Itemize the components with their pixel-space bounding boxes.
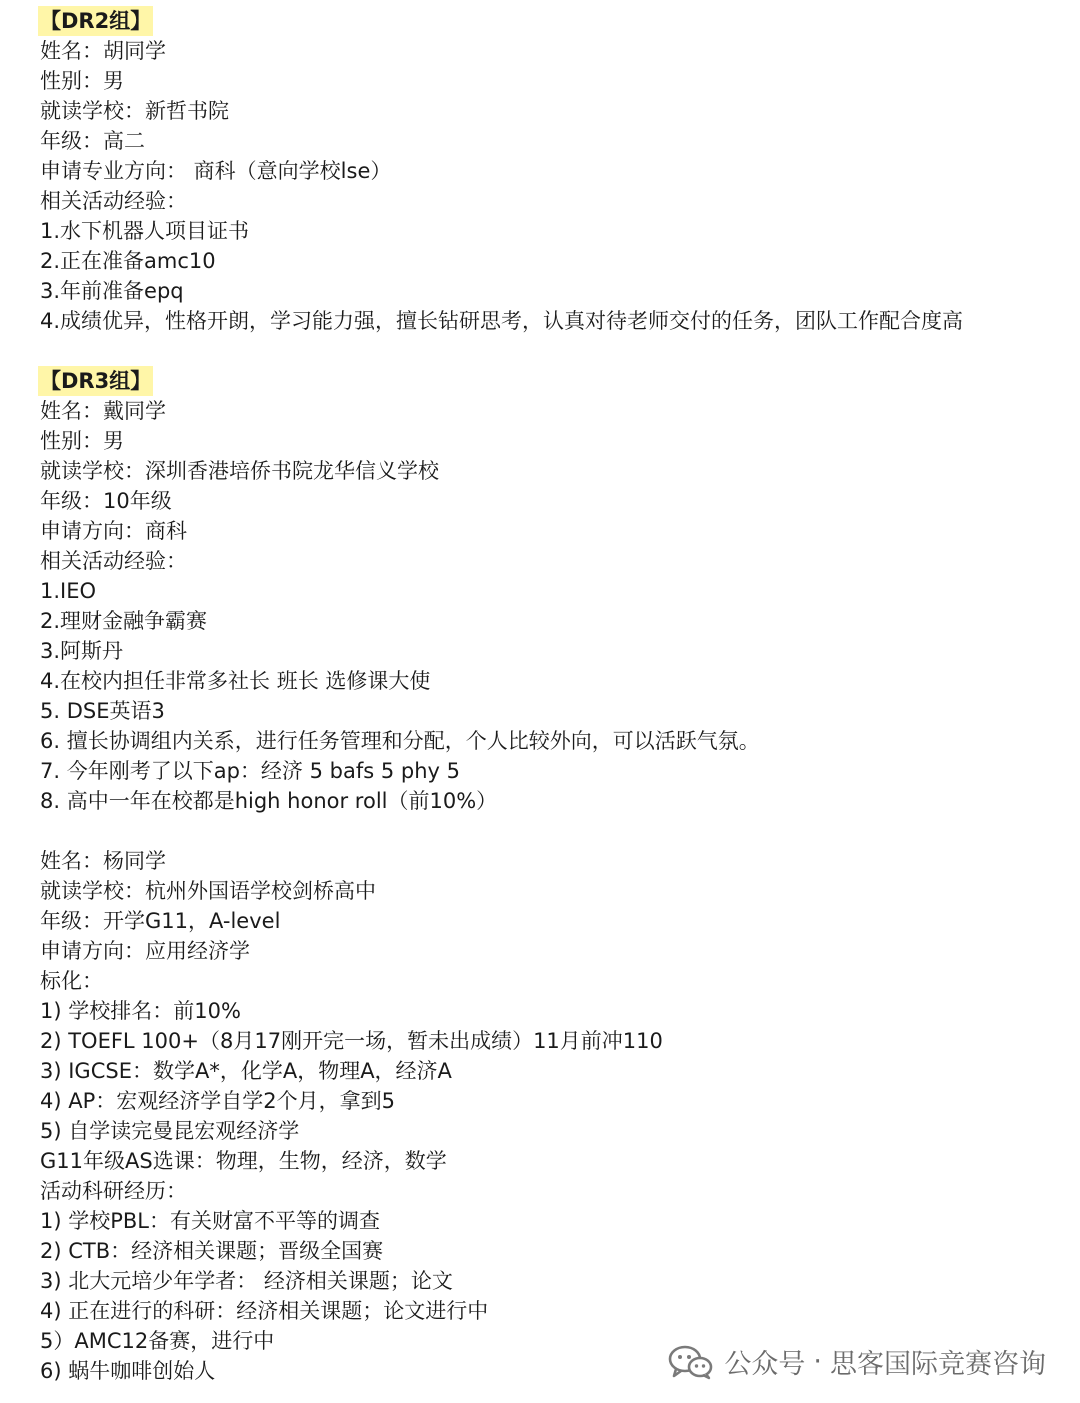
activity-item: 1.IEO [40, 579, 97, 603]
activity-item: 8. 高中一年在校都是high honor roll（前10%） [40, 789, 498, 813]
activity-item: 1) 学校PBL：有关财富不平等的调查 [40, 1209, 380, 1233]
info-line: 年级：高二 [40, 129, 145, 153]
info-line: 性别：男 [40, 429, 124, 453]
info-line: 就读学校：新哲书院 [40, 99, 229, 123]
group-title-line [40, 6, 1060, 36]
watermark-separator: · [813, 1346, 822, 1377]
info-line: 标化： [40, 969, 103, 993]
group-title: 【DR3组】 [38, 366, 153, 396]
activity-item: 1.水下机器人项目证书 [40, 219, 250, 243]
watermark-name: 思客国际竞赛咨询 [830, 1349, 1046, 1380]
activity-item: 6. 擅长协调组内关系，进行任务管理和分配，个人比较外向，可以活跃气氛。 [40, 729, 760, 753]
activity-item: 4.在校内担任非常多社长 班长 选修课大使 [40, 669, 431, 693]
student-yang [40, 846, 1060, 1386]
info-line: 年级：开学G11，A-level [40, 909, 281, 933]
watermark-prefix: 公众号 [724, 1349, 806, 1380]
wechat-icon [668, 1344, 714, 1380]
score-item: 5) 自学读完曼昆宏观经济学 [40, 1119, 300, 1143]
activity-item: 7. 今年刚考了以下ap：经济 5 bafs 5 phy 5 [40, 759, 460, 783]
group-dr2 [40, 6, 1060, 336]
group-dr3 [40, 366, 1060, 816]
activity-item: 5）AMC12备赛，进行中 [40, 1329, 275, 1353]
info-line: 相关活动经验： [40, 189, 187, 213]
info-line: 姓名：杨同学 [40, 849, 166, 873]
spacer [40, 336, 1060, 366]
score-item: 1) 学校排名：前10% [40, 999, 241, 1023]
activity-item: 4.成绩优异，性格开朗，学习能力强，擅长钻研思考，认真对待老师交付的任务，团队工作配合度高 [40, 309, 964, 333]
activity-item: 2) CTB：经济相关课题；晋级全国赛 [40, 1239, 384, 1263]
document-body [40, 6, 1060, 1386]
watermark [668, 1342, 1046, 1381]
score-item: 2) TOEFL 100+（8月17刚开完一场，暂未出成绩）11月前冲110 [40, 1029, 663, 1053]
activity-item: 3) 北大元培少年学者： 经济相关课题；论文 [40, 1269, 453, 1293]
info-line: 活动科研经历： [40, 1179, 187, 1203]
info-line: 就读学校：杭州外国语学校剑桥高中 [40, 879, 376, 903]
info-line: 申请专业方向： 商科（意向学校lse） [40, 159, 392, 183]
info-line: G11年级AS选课：物理，生物，经济，数学 [40, 1149, 447, 1173]
info-line: 相关活动经验： [40, 549, 187, 573]
info-line: 申请方向：商科 [40, 519, 187, 543]
activity-item: 4) 正在进行的科研：经济相关课题；论文进行中 [40, 1299, 489, 1323]
info-line: 申请方向：应用经济学 [40, 939, 250, 963]
info-line: 年级：10年级 [40, 489, 172, 513]
activity-item: 2.理财金融争霸赛 [40, 609, 208, 633]
info-line: 姓名：戴同学 [40, 399, 166, 423]
activity-item: 5. DSE英语3 [40, 699, 165, 723]
activity-item: 2.正在准备amc10 [40, 249, 216, 273]
group-title: 【DR2组】 [38, 6, 153, 36]
spacer [40, 816, 1060, 846]
info-line: 性别：男 [40, 69, 124, 93]
activity-item: 6) 蜗牛咖啡创始人 [40, 1359, 216, 1383]
group-title-line [40, 366, 1060, 396]
score-item: 4) AP：宏观经济学自学2个月，拿到5 [40, 1089, 395, 1113]
activity-item: 3.阿斯丹 [40, 639, 124, 663]
info-line: 就读学校：深圳香港培侨书院龙华信义学校 [40, 459, 439, 483]
activity-item: 3.年前准备epq [40, 279, 184, 303]
info-line: 姓名：胡同学 [40, 39, 166, 63]
score-item: 3) IGCSE：数学A*，化学A，物理A，经济A [40, 1059, 452, 1083]
